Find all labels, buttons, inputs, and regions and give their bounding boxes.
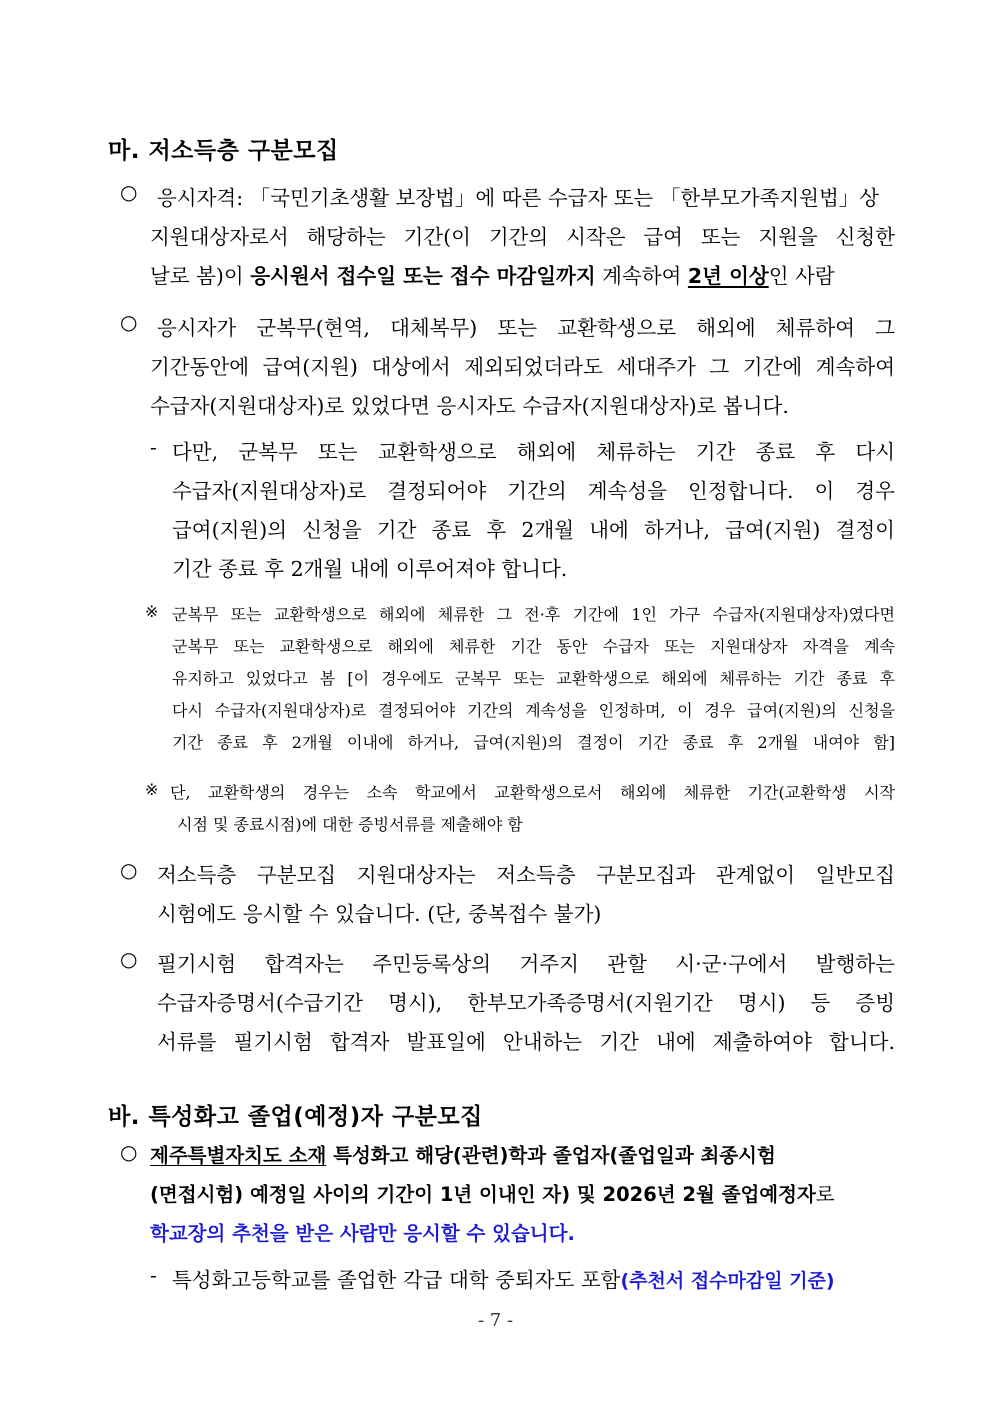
text-span: 수급자(지원대상자)로 있었다면 응시자도 수급자(지원대상자)로 봅니다. — [150, 394, 789, 418]
note-line — [177, 812, 895, 835]
paragraph-line — [172, 552, 895, 582]
paragraph-line — [157, 1025, 895, 1055]
text-span: 계속하여 — [595, 264, 688, 288]
circle-bullet-marker: ○ — [120, 1140, 138, 1164]
bold-underline-emphasis: 2년 이상 — [687, 264, 769, 288]
text-span: 서류를 필기시험 합격자 발표일에 안내하는 기간 내에 제출하여야 합니다. — [157, 1030, 895, 1054]
paragraph-line — [172, 435, 895, 465]
text-span: 특성화고등학교를 졸업한 각급 대학 중퇴자도 포함 — [172, 1268, 621, 1292]
circle-bullet-marker: ○ — [120, 947, 138, 971]
paragraph-line — [172, 474, 895, 504]
text-span: 학교장의 추천을 받은 사람만 응시할 수 있습니다. — [150, 1222, 575, 1245]
paragraph-line — [150, 220, 895, 250]
note-line — [170, 780, 895, 803]
paragraph-line — [157, 986, 895, 1016]
text-span: 응시자격: 「국민기초생활 보장법」에 따른 수급자 또는 「한부모가족지원법」상 — [157, 186, 880, 210]
text-span: 급여(지원)의 신청을 기간 종료 후 2개월 내에 하거나, 급여(지원) 결정이 — [172, 518, 895, 542]
paragraph-line — [150, 1179, 895, 1207]
text-span: 필기시험 합격자는 주민등록상의 거주지 관할 시·군·구에서 발행하는 — [157, 952, 895, 976]
note-line — [172, 602, 895, 625]
text-span: 다시 수급자(지원대상자)로 결정되어야 기간의 계속성을 인정하며, 이 경우 급여(지원)의 신청을 — [172, 701, 895, 720]
bold-emphasis: 응시원서 접수일 또는 접수 마감일까지 — [250, 264, 596, 288]
text-span: 로 — [815, 1183, 835, 1206]
text-span: 유지하고 있었다고 봄 [이 경우에도 군복무 또는 교환학생으로 해외에 체류하는 기간 종료 후 — [172, 669, 895, 688]
text-span: 지원대상자로서 해당하는 기간(이 기간의 시작은 급여 또는 지원을 신청한 — [150, 225, 895, 249]
text-span: 군복무 또는 교환학생으로 해외에 체류한 기간 동안 수급자 또는 지원대상자 자격을 계속 — [172, 637, 895, 656]
paragraph-line — [157, 311, 895, 341]
text-span: 응시자가 군복무(현역, 대체복무) 또는 교환학생으로 해외에 체류하여 그 — [157, 316, 895, 340]
text-span: 기간 종료 후 2개월 내에 이루어져야 합니다. — [172, 557, 568, 581]
text-span: 다만, 군복무 또는 교환학생으로 해외에 체류하는 기간 종료 후 다시 — [172, 440, 895, 464]
paragraph-line — [172, 513, 895, 543]
text-span: 시험에도 응시할 수 있습니다. (단, 중복접수 불가) — [157, 902, 602, 926]
blue-emphasis: (추천서 접수마감일 기준) — [620, 1270, 835, 1292]
note-line — [172, 698, 895, 721]
text-span: 수급자(지원대상자)로 결정되어야 기간의 계속성을 인정합니다. 이 경우 — [172, 479, 895, 503]
paragraph-line — [150, 350, 895, 380]
text-span: 인 사람 — [768, 264, 835, 288]
text-span: 단, 교환학생의 경우는 소속 학교에서 교환학생으로서 해외에 체류한 기간(교환학생 시작 — [170, 783, 895, 802]
paragraph-line — [150, 1140, 895, 1168]
note-line — [172, 666, 895, 689]
dash-marker: - — [150, 1263, 157, 1287]
paragraph-line — [172, 1263, 895, 1293]
note-line — [172, 730, 895, 753]
paragraph-line-blue-emphasis — [150, 1218, 895, 1246]
paragraph-line — [150, 259, 895, 289]
section-heading-specialized-high-school: 바. 특성화고 졸업(예정)자 구분모집 — [108, 1104, 483, 1130]
paragraph-line — [150, 389, 895, 419]
section-heading-low-income: 마. 저소득층 구분모집 — [108, 138, 339, 164]
bold-emphasis: (면접시험) 예정일 사이의 기간이 1년 이내인 자) 및 2026년 2월 졸업예정자 — [150, 1183, 816, 1206]
circle-bullet-marker: ○ — [120, 310, 138, 334]
dash-marker: - — [150, 435, 157, 459]
paragraph-line — [157, 181, 895, 211]
paragraph-line — [157, 947, 895, 977]
text-span: 기간동안에 급여(지원) 대상에서 제외되었더라도 세대주가 그 기간에 계속하여 — [150, 355, 895, 379]
circle-bullet-marker: ○ — [120, 180, 138, 204]
text-span: 시점 및 종료시점)에 대한 증빙서류를 제출해야 함 — [177, 815, 523, 834]
note-line — [172, 634, 895, 657]
text-span: 수급자증명서(수급기간 명시), 한부모가족증명서(지원기간 명시) 등 증빙 — [157, 991, 895, 1015]
paragraph-line — [157, 897, 895, 927]
underlined-emphasis: 제주특별자치도 소재 — [150, 1144, 327, 1167]
text-span: 기간 종료 후 2개월 이내에 하거나, 급여(지원)의 결정이 기간 종료 후 2개월 내여야 함] — [172, 733, 895, 752]
text-span: 날로 봄)이 — [150, 264, 251, 288]
text-span: 군복무 또는 교환학생으로 해외에 체류한 그 전·후 기간에 1인 가구 수급자(지원대상자)였다면 — [172, 605, 895, 624]
page-number: - 7 - — [477, 1310, 514, 1331]
note-marker: ※ — [145, 780, 159, 799]
text-span: 특성화고 해당(관련)학과 졸업자(졸업일과 최종시험 — [326, 1144, 776, 1167]
paragraph-line — [157, 858, 895, 888]
circle-bullet-marker: ○ — [120, 858, 138, 882]
note-marker: ※ — [145, 602, 159, 621]
text-span: 저소득층 구분모집 지원대상자는 저소득층 구분모집과 관계없이 일반모집 — [157, 863, 895, 887]
